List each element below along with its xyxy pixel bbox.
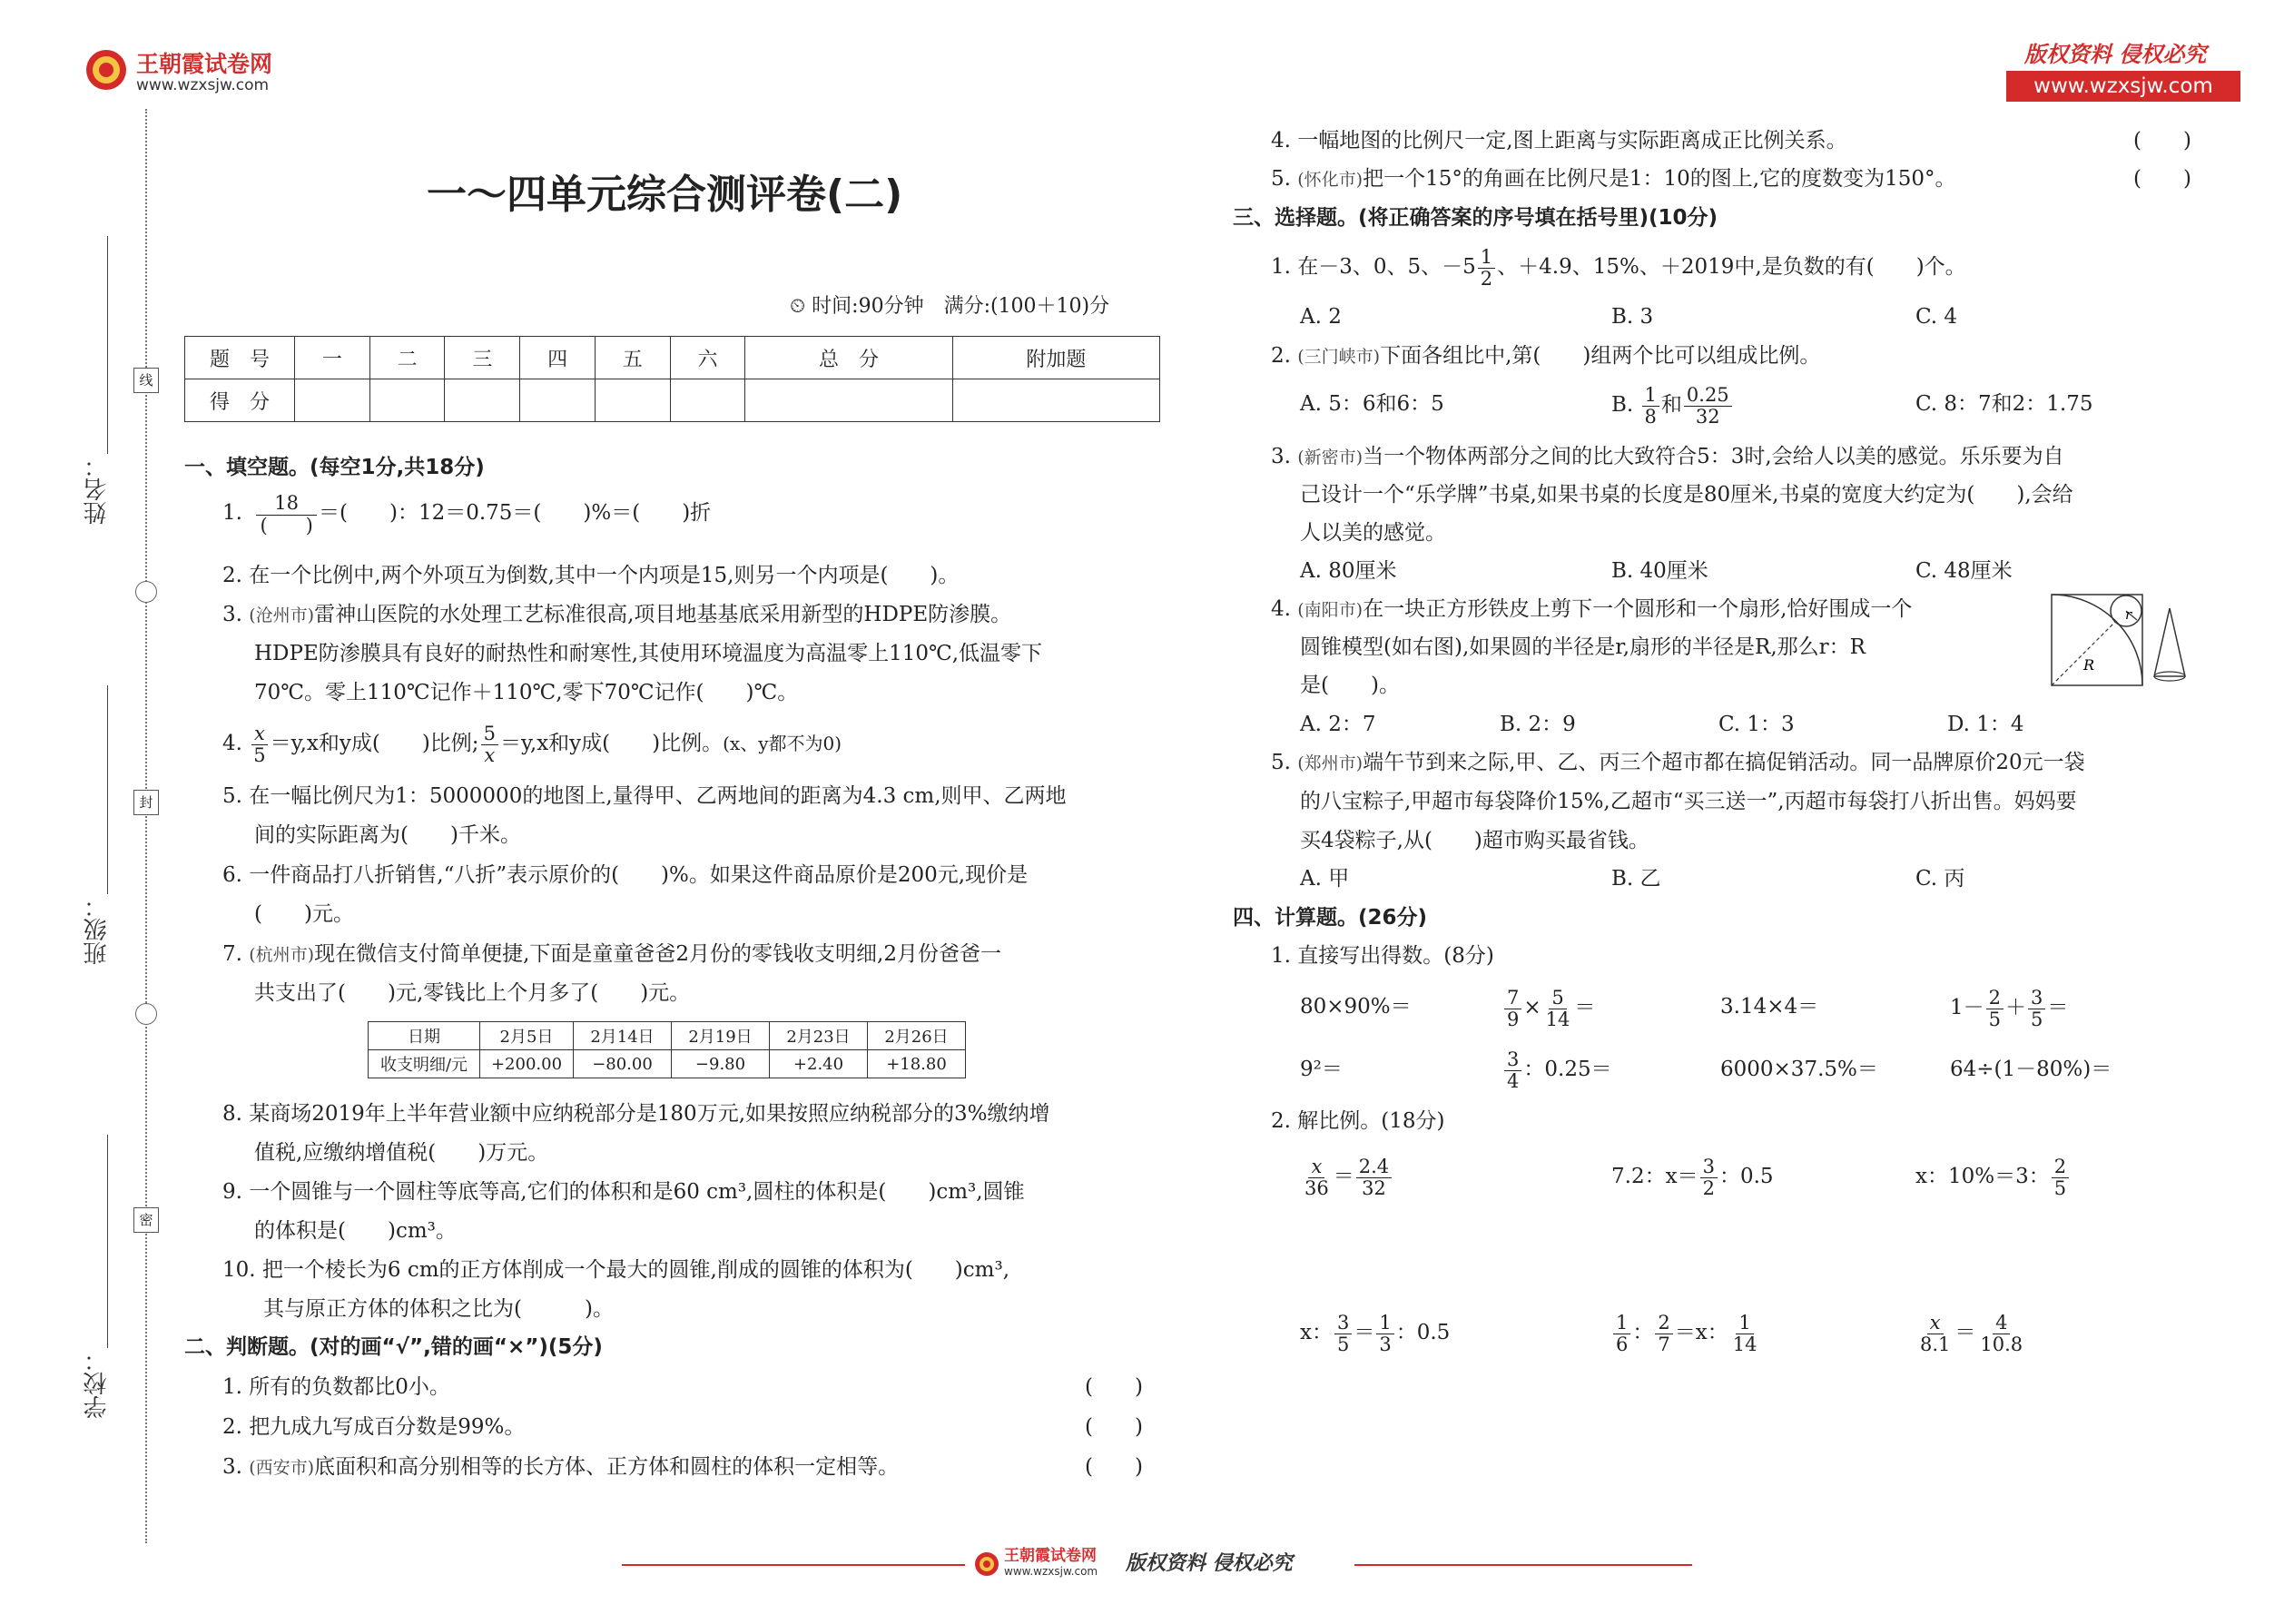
s3-q5-line1: 5. (郑州市)端午节到来之际,甲、乙、丙三个超市都在搞促销活动。同一品牌原价20元一袋 bbox=[1271, 751, 2085, 774]
score-entry-row: 得 分 bbox=[185, 379, 1160, 422]
clock-icon: ⏲ bbox=[790, 295, 812, 318]
s4-sub1: 1. 直接写出得数。(8分) bbox=[1271, 944, 1494, 968]
calc-8: 64÷(1－80%)＝ bbox=[1950, 1058, 2112, 1081]
section2-title: 二、判断题。(对的画“√”,错的画“×”)(5分) bbox=[184, 1335, 603, 1359]
s1-q1-fraction: $\frac{18}{( )}$ bbox=[256, 492, 317, 536]
s2-q1: 1. 所有的负数都比0小。 bbox=[222, 1375, 450, 1399]
s1-q5-line1: 5. 在一幅比例尺为1：5000000的地图上,量得甲、乙两地间的距离为4.3 cm,则甲、乙两地 bbox=[222, 784, 1067, 808]
calc-5: 9²＝ bbox=[1300, 1058, 1343, 1081]
score-header-row: 题 号 一 二 三 四 五 六 总 分 附加题 bbox=[185, 337, 1160, 379]
binding-hole-1 bbox=[135, 581, 157, 603]
name-line bbox=[107, 236, 108, 454]
section3-title: 三、选择题。(将正确答案的序号填在括号里)(10分) bbox=[1233, 206, 1718, 230]
s3-q4-opt-c[interactable]: C. 1：3 bbox=[1718, 713, 1795, 736]
s3-q4-opt-b[interactable]: B. 2：9 bbox=[1500, 713, 1576, 736]
proportion-3: x：10%＝3： $\frac{2}{5}$ bbox=[1915, 1151, 2071, 1202]
s3-q3-line2: 己设计一个“乐学牌”书桌,如果书桌的长度是80厘米,书桌的宽度大约定为( ),会给 bbox=[1300, 483, 2073, 507]
s1-q8-line2: 值税,应缴纳增值税( )万元。 bbox=[254, 1141, 549, 1165]
brand-url: www.wzxsjw.com bbox=[136, 76, 270, 94]
class-line bbox=[107, 685, 108, 894]
s3-q4-line1: 4. (南阳市)在一块正方形铁皮上剪下一个圆形和一个扇形,恰好围成一个 bbox=[1271, 597, 1913, 621]
logo-emblem-icon bbox=[84, 47, 129, 93]
s2-q5-answer[interactable]: ( ) bbox=[2133, 167, 2191, 191]
s3-q5-line2: 的八宝粽子,甲超市每袋降价15%,乙超市“买三送一”,丙超市每袋打八折出售。妈妈要 bbox=[1300, 790, 2077, 813]
url-banner: www.wzxsjw.com bbox=[2006, 71, 2240, 102]
s1-q8-line1: 8. 某商场2019年上半年营业额中应纳税部分是180万元,如果按照应纳税部分的3%缴纳增 bbox=[222, 1102, 1050, 1126]
s3-q3-line1: 3. (新密市)当一个物体两部分之间的比大致符合5：3时,会给人以美的感觉。乐乐要为自 bbox=[1271, 445, 2064, 468]
s3-q4-opt-d[interactable]: D. 1：4 bbox=[1947, 713, 2024, 736]
s3-q5-opt-b[interactable]: B. 乙 bbox=[1611, 867, 1661, 891]
s3-q3-opt-a[interactable]: A. 80厘米 bbox=[1300, 559, 1397, 583]
s2-q2: 2. 把九成九写成百分数是99%。 bbox=[222, 1415, 526, 1439]
s2-q5: 5. (怀化市)把一个15°的角画在比例尺是1：10的图上,它的度数变为150°。 bbox=[1271, 167, 1956, 191]
s1-q6-line1: 6. 一件商品打八折销售,“八折”表示原价的( )%。如果这件商品原价是200元,现价是 bbox=[222, 863, 1029, 887]
footer-brand-name: 王朝霞试卷网 bbox=[1004, 1547, 1097, 1565]
s2-q4-answer[interactable]: ( ) bbox=[2133, 129, 2191, 153]
s3-q2-opt-a[interactable]: A. 5：6和6：5 bbox=[1300, 392, 1444, 416]
s1-q6-line2: ( )元。 bbox=[254, 902, 354, 926]
footer-brand-url: www.wzxsjw.com bbox=[1004, 1565, 1098, 1578]
score-cell[interactable] bbox=[445, 379, 520, 422]
s1-q3-line2: HDPE防渗膜具有良好的耐热性和耐寒性,其使用环境温度为高温零上110℃,低温零下 bbox=[254, 642, 1043, 665]
score-cell[interactable] bbox=[369, 379, 445, 422]
s1-q1: 1. $\frac{18}{( )}$ ＝( )：12＝0.75＝( )%＝( )折 bbox=[222, 491, 712, 536]
page-title: 一～四单元综合测评卷(二) bbox=[427, 172, 903, 218]
name-label: 姓名： bbox=[84, 454, 111, 525]
s3-q4-line2: 圆锥模型(如右图),如果圆的半径是r,扇形的半径是R,那么r：R bbox=[1300, 635, 1866, 659]
s2-q3: 3. (西安市)底面积和高分别相等的长方体、正方体和圆柱的体积一定相等。 bbox=[222, 1455, 900, 1479]
s1-q2: 2. 在一个比例中,两个外项互为倒数,其中一个内项是15,则另一个内项是( )。 bbox=[222, 564, 960, 587]
brand-name: 王朝霞试卷网 bbox=[136, 51, 273, 77]
s1-q10-line1: 10. 把一个棱长为6 cm的正方体削成一个最大的圆锥,削成的圆锥的体积为( )cm³, bbox=[222, 1258, 1010, 1282]
s3-q4-opt-a[interactable]: A. 2：7 bbox=[1300, 713, 1376, 736]
fig-label-R: R bbox=[2083, 656, 2095, 674]
s3-q2-opt-c[interactable]: C. 8：7和2：1.75 bbox=[1915, 392, 2093, 416]
score-cell[interactable] bbox=[952, 379, 1159, 422]
proportion-1: $\frac{x}{36}$ ＝ $\frac{2.4}{32}$ bbox=[1300, 1151, 1393, 1202]
seal-line-mark: 线 bbox=[133, 368, 159, 393]
s3-q5-opt-c[interactable]: C. 丙 bbox=[1915, 867, 1965, 891]
s3-q1: 1. 在－3、0、5、－5 $\frac{1}{2}$ 、＋4.9、15%、＋2019中,是负数的有( )个。 bbox=[1271, 245, 1966, 290]
score-cell[interactable] bbox=[670, 379, 745, 422]
s1-q10-line2: 其与原正方体的体积之比为( )。 bbox=[263, 1297, 614, 1321]
calc-1: 80×90%＝ bbox=[1300, 995, 1412, 1019]
copyright-text: 版权资料 侵权必究 bbox=[2024, 42, 2207, 67]
seal-secret-mark: 密 bbox=[133, 1207, 159, 1233]
proportion-4: x： $\frac{3}{5}$ ＝ $\frac{1}{3}$ ：0.5 bbox=[1300, 1311, 1451, 1355]
school-line bbox=[107, 1135, 108, 1348]
calc-6: $\frac{3}{4}$ ：0.25＝ bbox=[1502, 1044, 1612, 1095]
s1-q7-line1: 7. (杭州市)现在微信支付简单便捷,下面是童童爸爸2月份的零钱收支明细,2月份爸爸一 bbox=[222, 942, 1001, 966]
calc-2: $\frac{7}{9}$ × $\frac{5}{14}$ ＝ bbox=[1502, 982, 1595, 1033]
binding-hole-2 bbox=[135, 1003, 157, 1025]
s3-q2: 2. (三门峡市)下面各组比中,第( )组两个比可以组成比例。 bbox=[1271, 344, 1821, 368]
s3-q4-line3: 是( )。 bbox=[1300, 674, 1400, 697]
s1-q3-line1: 3. (沧州市)雷神山医院的水处理工艺标准很高,项目地基基底采用新型的HDPE防渗膜。 bbox=[222, 603, 1012, 626]
footer-logo-icon bbox=[973, 1550, 1000, 1578]
proportion-5: $\frac{1}{6}$ ： $\frac{2}{7}$ ＝x： $\frac{1}{14}$ bbox=[1611, 1307, 1761, 1358]
payment-header-row: 日期 2月5日 2月14日 2月19日 2月23日 2月26日 bbox=[369, 1022, 966, 1050]
binding-line bbox=[145, 109, 147, 1543]
s2-q1-answer[interactable]: ( ) bbox=[1085, 1375, 1143, 1399]
s1-q3-line3: 70℃。零上110℃记作＋110℃,零下70℃记作( )℃。 bbox=[254, 681, 799, 704]
calc-4: 1－ $\frac{2}{5}$ ＋ $\frac{3}{5}$ ＝ bbox=[1950, 986, 2069, 1030]
s1-q9-line2: 的体积是( )cm³。 bbox=[254, 1219, 457, 1243]
exam-meta: ⏲ 时间:90分钟 满分:(100＋10)分 bbox=[790, 295, 1110, 318]
seal-seal-mark: 封 bbox=[133, 790, 159, 815]
footer-copyright: 版权资料 侵权必究 bbox=[1126, 1552, 1293, 1575]
proportion-6: $\frac{x}{8.1}$ ＝ $\frac{4}{10.8}$ bbox=[1920, 1311, 2023, 1355]
payment-value-row: 收支明细/元 +200.00 −80.00 −9.80 +2.40 +18.80 bbox=[369, 1050, 966, 1078]
footer-rule-left bbox=[622, 1564, 965, 1566]
score-cell[interactable] bbox=[595, 379, 670, 422]
score-cell[interactable] bbox=[745, 379, 952, 422]
s1-q9-line1: 9. 一个圆锥与一个圆柱等底等高,它们的体积和是60 cm³,圆柱的体积是( )cm³,圆锥 bbox=[222, 1180, 1025, 1204]
score-cell[interactable] bbox=[520, 379, 596, 422]
s3-q3-opt-c[interactable]: C. 48厘米 bbox=[1915, 559, 2013, 583]
s3-q3-opt-b[interactable]: B. 40厘米 bbox=[1611, 559, 1708, 583]
s1-q7-line2: 共支出了( )元,零钱比上个月多了( )元。 bbox=[254, 981, 691, 1005]
section1-title: 一、填空题。(每空1分,共18分) bbox=[184, 456, 485, 479]
proportion-2: 7.2：x＝ $\frac{3}{2}$ ：0.5 bbox=[1611, 1155, 1774, 1199]
s3-q1-opt-c[interactable]: C. 4 bbox=[1915, 305, 1958, 329]
score-cell[interactable] bbox=[295, 379, 370, 422]
score-table bbox=[184, 336, 1160, 422]
s1-q5-line2: 间的实际距离为( )千米。 bbox=[254, 823, 521, 847]
s4-sub2: 2. 解比例。(18分) bbox=[1271, 1109, 1445, 1133]
s2-q2-answer[interactable]: ( ) bbox=[1085, 1415, 1143, 1439]
s2-q4: 4. 一幅地图的比例尺一定,图上距离与实际距离成正比例关系。 bbox=[1271, 129, 1847, 153]
s3-q3-line3: 人以美的感觉。 bbox=[1300, 521, 1446, 545]
s3-q1-opt-a[interactable]: A. 2 bbox=[1300, 305, 1342, 329]
s3-q5-line3: 买4袋粽子,从( )超市购买最省钱。 bbox=[1300, 829, 1649, 852]
s3-q5-opt-a[interactable]: A. 甲 bbox=[1300, 867, 1350, 891]
s1-q4: 4. $\frac{x}{5}$ ＝y,x和y成( )比例; $\frac{5}{x}$ ＝y,x和y成( )比例。(x、y都不为0) bbox=[222, 722, 842, 766]
s3-q1-opt-b[interactable]: B. 3 bbox=[1611, 305, 1654, 329]
s3-q2-opt-b[interactable]: B. $\frac{1}{8}$ 和 $\frac{0.25}{32}$ bbox=[1611, 379, 1734, 430]
fig-label-r: r bbox=[2125, 606, 2132, 623]
calc-7: 6000×37.5%＝ bbox=[1720, 1058, 1878, 1081]
payment-table bbox=[368, 1021, 966, 1078]
footer-rule-right bbox=[1354, 1564, 1692, 1566]
calc-3: 3.14×4＝ bbox=[1720, 995, 1819, 1019]
section4-title: 四、计算题。(26分) bbox=[1233, 906, 1428, 930]
s2-q3-answer[interactable]: ( ) bbox=[1085, 1455, 1143, 1479]
school-label: 学校： bbox=[84, 1348, 111, 1419]
class-label: 班级： bbox=[84, 894, 111, 965]
cone-figure bbox=[2047, 590, 2192, 690]
